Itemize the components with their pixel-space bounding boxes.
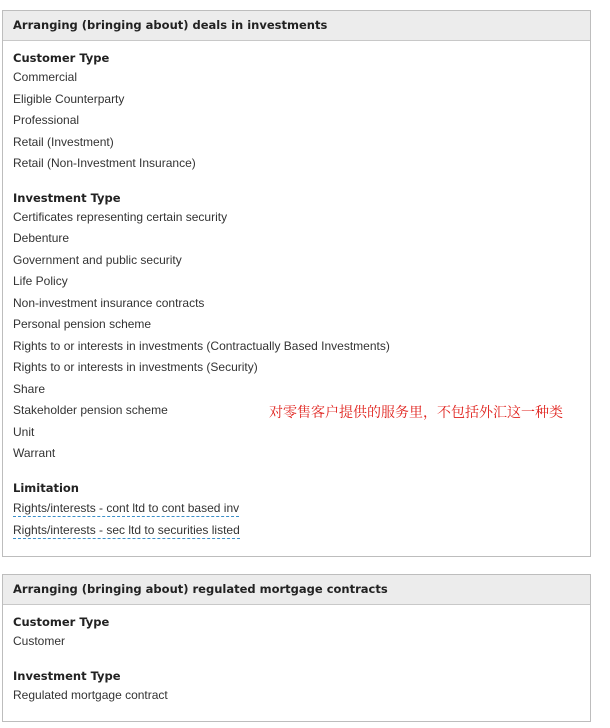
section-heading: Investment Type	[13, 190, 121, 205]
list-item: Life Policy	[13, 274, 68, 288]
list-item: Rights to or interests in investments (Contractually Based Investments)	[13, 338, 390, 353]
investment-type-section	[13, 667, 580, 707]
list-item: Unit	[13, 424, 35, 439]
list-item: Share	[13, 381, 46, 396]
panel-title: Arranging (bringing about) regulated mortgage contracts	[3, 575, 590, 605]
permission-panel-regulated-mortgage-contracts	[2, 574, 591, 722]
limitation-link[interactable]: Rights/interests - cont ltd to cont based inv	[13, 500, 240, 515]
list-item: Commercial	[13, 70, 78, 84]
permission-panel-deals-in-investments	[2, 10, 591, 557]
list-item: Stakeholder pension scheme	[13, 403, 168, 417]
section-heading: Limitation	[13, 480, 79, 495]
list-item: Professional	[13, 113, 80, 127]
section-heading: Investment Type	[13, 668, 121, 683]
list-item: Rights to or interests in investments (Security)	[13, 360, 258, 374]
annotation-note: 对零售客户提供的服务里，不包括外汇这一种类	[269, 405, 563, 421]
list-item: Retail (Investment)	[13, 134, 114, 149]
list-item	[13, 519, 580, 541]
investment-type-section	[13, 189, 580, 465]
section-heading: Customer Type	[13, 615, 110, 629]
customer-type-section	[13, 49, 580, 175]
panel-title: Arranging (bringing about) deals in investments	[3, 11, 590, 41]
section-heading: Customer Type	[13, 51, 110, 65]
list-item: Certificates representing certain security	[13, 209, 228, 224]
list-item: Customer	[13, 634, 66, 648]
list-item	[13, 497, 580, 519]
list-item: Eligible Counterparty	[13, 91, 125, 106]
limitation-link[interactable]: Rights/interests - sec ltd to securities listed	[13, 522, 240, 537]
list-item: Retail (Non-Investment Insurance)	[13, 156, 196, 170]
limitation-section	[13, 479, 580, 541]
list-item: Personal pension scheme	[13, 317, 152, 331]
list-item: Non-investment insurance contracts	[13, 295, 205, 310]
customer-type-section	[13, 613, 580, 653]
list-item: Government and public security	[13, 252, 182, 267]
list-item: Warrant	[13, 446, 56, 460]
list-item: Regulated mortgage contract	[13, 687, 168, 702]
list-item: Debenture	[13, 231, 70, 245]
